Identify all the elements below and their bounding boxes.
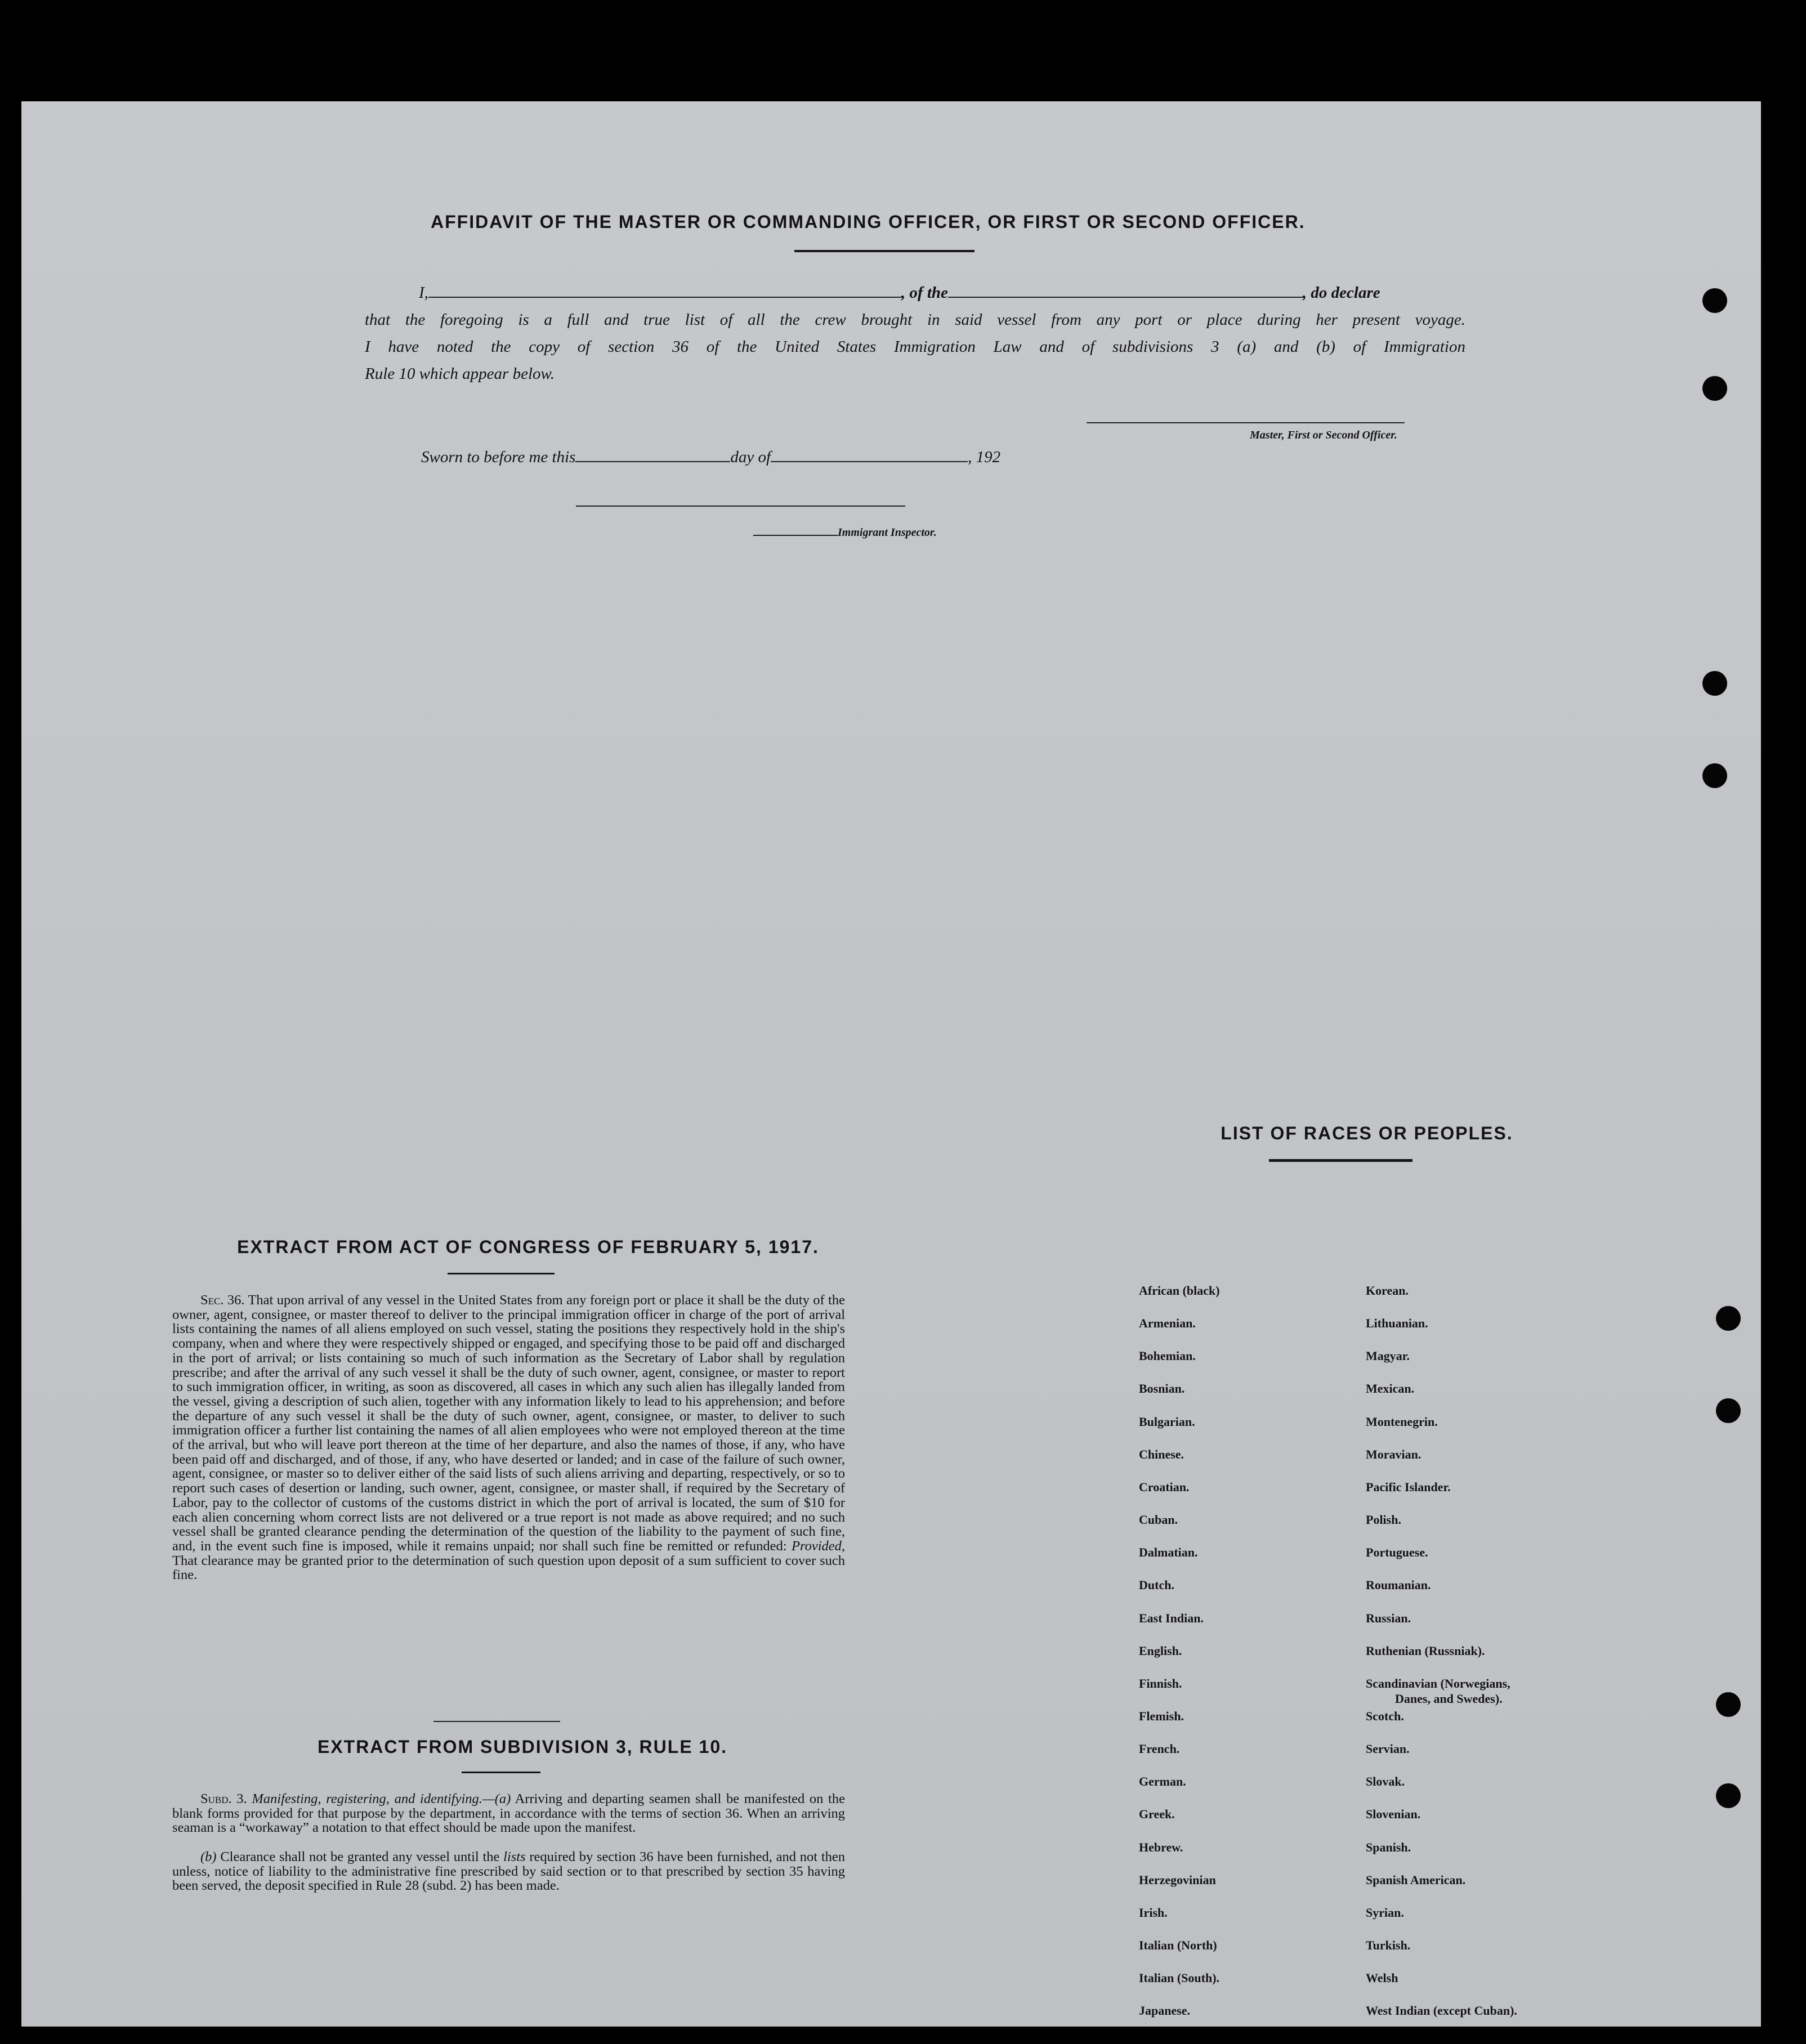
race-item: Syrian. [1366,1905,1404,1920]
race-item: East Indian. [1139,1611,1204,1625]
race-item: African (black) [1139,1283,1220,1298]
affidavit-line-4: Rule 10 which appear below. [365,365,555,383]
race-item: Ruthenian (Russniak). [1366,1643,1485,1658]
race-item: Scandinavian (Norwegians, [1366,1676,1510,1690]
binding-hole-8 [1716,1783,1741,1808]
rule-para-a [172,1792,845,1835]
affidavit-line-1 [419,284,1380,302]
subd-label: Subd. 3. [200,1791,247,1806]
affidavit-declare: , do declare [1302,284,1380,302]
race-item: Polish. [1366,1513,1401,1527]
affidavit-of-the: , of the [901,284,948,302]
rule-para-b [172,1850,845,1893]
inspector-label: Immigrant Inspector. [838,526,937,539]
race-item: Scotch. [1366,1708,1404,1723]
para-b-body-2: required by section 36 have been furnished, and not then unless, notice of liability to the administrative fine prescribed by said section or to that prescribed by section 35 having been served, the deposit specified in Rule 28 (subd. 2) has been made. [172,1849,845,1894]
race-item: German. [1139,1774,1186,1789]
race-item: Slovak. [1366,1774,1405,1789]
race-item: Slovenian. [1366,1807,1421,1822]
binding-hole-5 [1716,1306,1741,1331]
name-blank[interactable] [428,296,901,298]
race-item: Lithuanian. [1366,1316,1428,1331]
race-item: French. [1139,1742,1180,1756]
race-item: Servian. [1366,1742,1410,1756]
inspector-signature-line[interactable] [576,506,905,507]
race-item: Spanish. [1366,1840,1411,1854]
binding-hole-2 [1702,376,1727,401]
race-item: Dutch. [1139,1578,1174,1593]
affidavit-title-rule [794,250,974,252]
race-item: Moravian. [1366,1447,1421,1461]
race-item: Mexican. [1366,1381,1415,1396]
race-item: Herzegovinian [1139,1872,1216,1887]
para-b-body-1: Clearance shall not be granted any vessel until the [220,1849,500,1864]
race-item: Spanish American. [1366,1872,1466,1887]
race-item: Dalmatian. [1139,1545,1198,1560]
section-36-text [172,1293,845,1582]
affidavit-line-3: I have noted the copy of section 36 of the United States Immigration Law and of subdivisions 3 (a) and (b) of Immigration [365,338,1465,356]
officer-signature-label: Master, First or Second Officer. [1250,429,1397,441]
inspector-short-blank [753,534,838,536]
rule-title-rule [462,1772,540,1773]
sworn-prefix: Sworn to before me this [421,448,576,466]
act-extract-title: EXTRACT FROM ACT OF CONGRESS OF FEBRUARY 5, 1917. [237,1237,819,1257]
race-item: Bulgarian. [1139,1414,1195,1429]
binding-hole-6 [1716,1398,1741,1423]
section-36-body: That upon arrival of any vessel in the United States from any foreign port or place it shall be the duty of the owner, agent, consignee, or master thereof to deliver to the principal immigration officer in charge of the port of arrival lists containing the names of all aliens employed on such vessel, stating the positions they respectively hold in the ship's company, when and where they were respectively shipped or engaged, and specifying those to be paid off and discharged in the port of arrival; or lists containing so much of such information as the Secretary of Labor shall by regulation prescribe; and after the arrival of any such vessel it shall be the duty of such owner, agent, consignee, or master to report to such immigration officer, in writing, as soon as discovered, all cases in which any such alien has illegally landed from the vessel, giving a description of such alien, together with any information likely to lead to his apprehension; and before the departure of any such vessel it shall be the duty of such owner, agent, consignee, or master, to deliver to such immigration officer a further list containing the names of all alien employees who were not employed thereon at the time of the arrival, but who will leave port thereon at the time of her departure, and also the names of those, if any, who have been paid off and discharged, and of those, if any, who have deserted or landed; and in case of the failure of such owner, agent, consignee, or master so to deliver either of the said lists of such aliens arriving and departing, respectively, or so to report such cases of desertion or landing, such owner, agent, consignee, or master shall, if required by the Secretary of Labor, pay to the collector of customs of the customs district in which the port of arrival is located, the sum of $10 for each alien concerning whom correct lists are not delivered or a true report is not made as above required; and no such vessel shall be granted clearance pending the determination of the question of the liability to the payment of such fine, and, in the event such fine is imposed, while it remains unpaid; nor shall such fine be remitted or refunded: [172,1292,845,1554]
race-item: Roumanian. [1366,1578,1431,1593]
binding-hole-1 [1702,288,1727,313]
race-item: Montenegrin. [1366,1414,1438,1429]
race-item: Welsh [1366,1971,1398,1985]
race-item: English. [1139,1643,1182,1658]
race-item: Korean. [1366,1283,1409,1298]
race-item: Pacific Islander. [1366,1479,1451,1494]
race-item: Italian (North) [1139,1938,1217,1952]
race-item: West Indian (except Cuban). [1366,2003,1517,2018]
para-a-mark: —(a) [482,1791,511,1806]
affidavit-i: I, [419,284,428,302]
provided-word: Provided, [791,1538,846,1554]
race-item: Irish. [1139,1905,1168,1920]
affidavit-title: AFFIDAVIT OF THE MASTER OR COMMANDING OFFICER, OR FIRST OR SECOND OFFICER. [431,212,1306,232]
race-scandinavian-cont: Danes, and Swedes). [1395,1691,1503,1706]
race-item: Greek. [1139,1807,1175,1822]
race-item: Japanese. [1139,2003,1191,2018]
race-item: Bohemian. [1139,1349,1196,1363]
provided-body: That clearance may be granted prior to the determination of such question upon deposit of a sum sufficient to cover such fine. [172,1553,845,1583]
sworn-day-blank[interactable] [575,460,730,462]
inspector-line [753,526,937,539]
para-b-mark: (b) [200,1849,217,1864]
race-item: Magyar. [1366,1349,1410,1363]
rule-extract-title: EXTRACT FROM SUBDIVISION 3, RULE 10. [317,1737,728,1757]
binding-hole-7 [1716,1692,1741,1717]
sworn-day-of: day of [730,448,771,466]
race-item: Flemish. [1139,1708,1184,1723]
race-item: Chinese. [1139,1447,1184,1461]
race-item: Croatian. [1139,1479,1190,1494]
race-item: Portuguese. [1366,1545,1428,1560]
officer-signature-line[interactable] [1087,422,1405,423]
binding-hole-4 [1702,763,1727,788]
binding-hole-3 [1702,671,1727,696]
sworn-line [421,448,1000,467]
para-a-body: Arriving and departing seamen shall be manifested on the blank forms provided for that purpose by the department, in accordance with the terms of section 36. When an arriving seaman is a “workaway” a notation to that effect should be made upon the manifest. [172,1791,845,1836]
para-b-lists: lists [503,1849,526,1864]
races-title: LIST OF RACES OR PEOPLES. [1221,1123,1513,1143]
form-sheet [21,101,1761,2027]
act-end-rule [433,1721,560,1722]
race-item: Turkish. [1366,1938,1411,1952]
subd-heading: Manifesting, registering, and identifying. [252,1791,482,1806]
races-title-rule [1269,1159,1412,1162]
affidavit-line-2: that the foregoing is a full and true list of all the crew brought in said vessel from any port or place during her present voyage. [365,311,1465,329]
section-36-label: Sec. 36. [200,1292,245,1308]
race-item: Bosnian. [1139,1381,1185,1396]
race-item: Russian. [1366,1611,1411,1625]
sworn-month-blank[interactable] [771,460,968,462]
race-item: Italian (South). [1139,1971,1220,1985]
race-item: Hebrew. [1139,1840,1183,1854]
race-item: Armenian. [1139,1316,1196,1331]
sworn-year: , 192 [968,448,1001,466]
act-title-rule [448,1273,555,1274]
race-item: Finnish. [1139,1676,1182,1690]
race-item: Cuban. [1139,1513,1178,1527]
vessel-blank[interactable] [948,296,1303,298]
